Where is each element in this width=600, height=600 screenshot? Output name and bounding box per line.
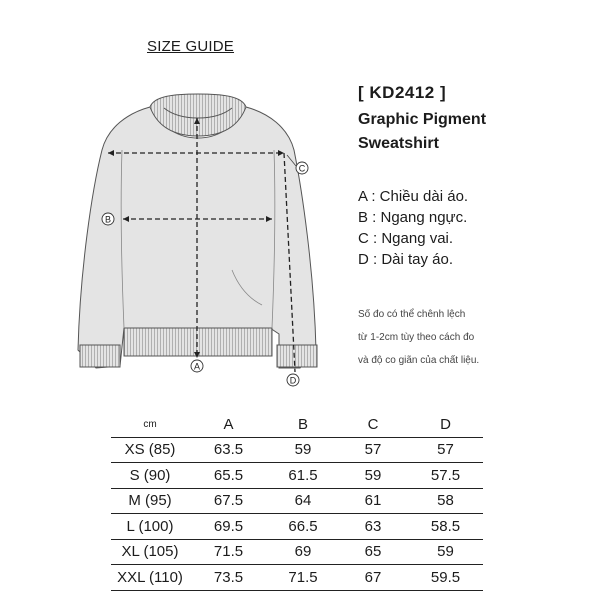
column-header-d: D [408, 412, 483, 437]
table-row [111, 437, 483, 463]
cell-d: 57 [408, 437, 483, 463]
hem-rib [124, 328, 272, 356]
cell-b: 64 [268, 488, 338, 514]
cell-d: 58.5 [408, 514, 483, 540]
cell-d: 59.5 [408, 565, 483, 591]
legend-item-b: B : Ngang ngực. [358, 209, 468, 226]
marker-a [191, 360, 203, 372]
cell-a: 65.5 [189, 463, 268, 489]
note-line: từ 1-2cm tùy theo cách đo [358, 332, 475, 343]
legend-item-a: A : Chiều dài áo. [358, 188, 469, 205]
column-header-b: B [268, 412, 338, 437]
measurement-note [358, 303, 528, 372]
table-row [111, 539, 483, 565]
marker-c [296, 162, 308, 174]
cell-b: 59 [268, 437, 338, 463]
marker-d [287, 374, 299, 386]
cell-d: 57.5 [408, 463, 483, 489]
column-header-a: A [189, 412, 268, 437]
size-guide-title: SIZE GUIDE [147, 38, 235, 55]
cell-d: 58 [408, 488, 483, 514]
cell-b: 66.5 [268, 514, 338, 540]
size-label: XXL (110) [111, 565, 189, 591]
cell-c: 65 [338, 539, 408, 565]
size-label: XS (85) [111, 437, 189, 463]
size-label: L (100) [111, 514, 189, 540]
cell-a: 71.5 [189, 539, 268, 565]
legend-item-c: C : Ngang vai. [358, 230, 454, 247]
size-table [111, 412, 483, 591]
svg-text:D: D [289, 375, 297, 386]
cell-c: 59 [338, 463, 408, 489]
cell-b: 71.5 [268, 565, 338, 591]
cell-c: 63 [338, 514, 408, 540]
left-cuff [80, 345, 120, 367]
size-label: M (95) [111, 488, 189, 514]
table-row [111, 514, 483, 540]
svg-text:C: C [298, 163, 306, 174]
column-header-unit: cm [111, 412, 189, 437]
cell-b: 69 [268, 539, 338, 565]
legend-item-d: D : Dài tay áo. [358, 251, 454, 268]
product-name: Graphic Pigment Sweatshirt [358, 111, 487, 152]
size-label: XL (105) [111, 539, 189, 565]
cell-c: 57 [338, 437, 408, 463]
measurement-legend [358, 186, 468, 270]
right-cuff [277, 345, 317, 367]
cell-a: 67.5 [189, 488, 268, 514]
svg-text:A: A [193, 361, 201, 372]
table-row [111, 488, 483, 514]
marker-b [102, 213, 114, 225]
cell-b: 61.5 [268, 463, 338, 489]
table-row [111, 565, 483, 591]
note-line: Số đo có thể chênh lệch [358, 309, 466, 320]
product-code: [ KD2412 ] [358, 83, 447, 102]
cell-c: 67 [338, 565, 408, 591]
size-label: S (90) [111, 463, 189, 489]
cell-c: 61 [338, 488, 408, 514]
cell-a: 73.5 [189, 565, 268, 591]
cell-a: 69.5 [189, 514, 268, 540]
cell-a: 63.5 [189, 437, 268, 463]
column-header-c: C [338, 412, 408, 437]
table-header-row [111, 412, 483, 437]
svg-text:B: B [104, 214, 112, 225]
cell-d: 59 [408, 539, 483, 565]
table-row [111, 463, 483, 489]
note-line: và độ co giãn của chất liệu. [358, 355, 480, 366]
